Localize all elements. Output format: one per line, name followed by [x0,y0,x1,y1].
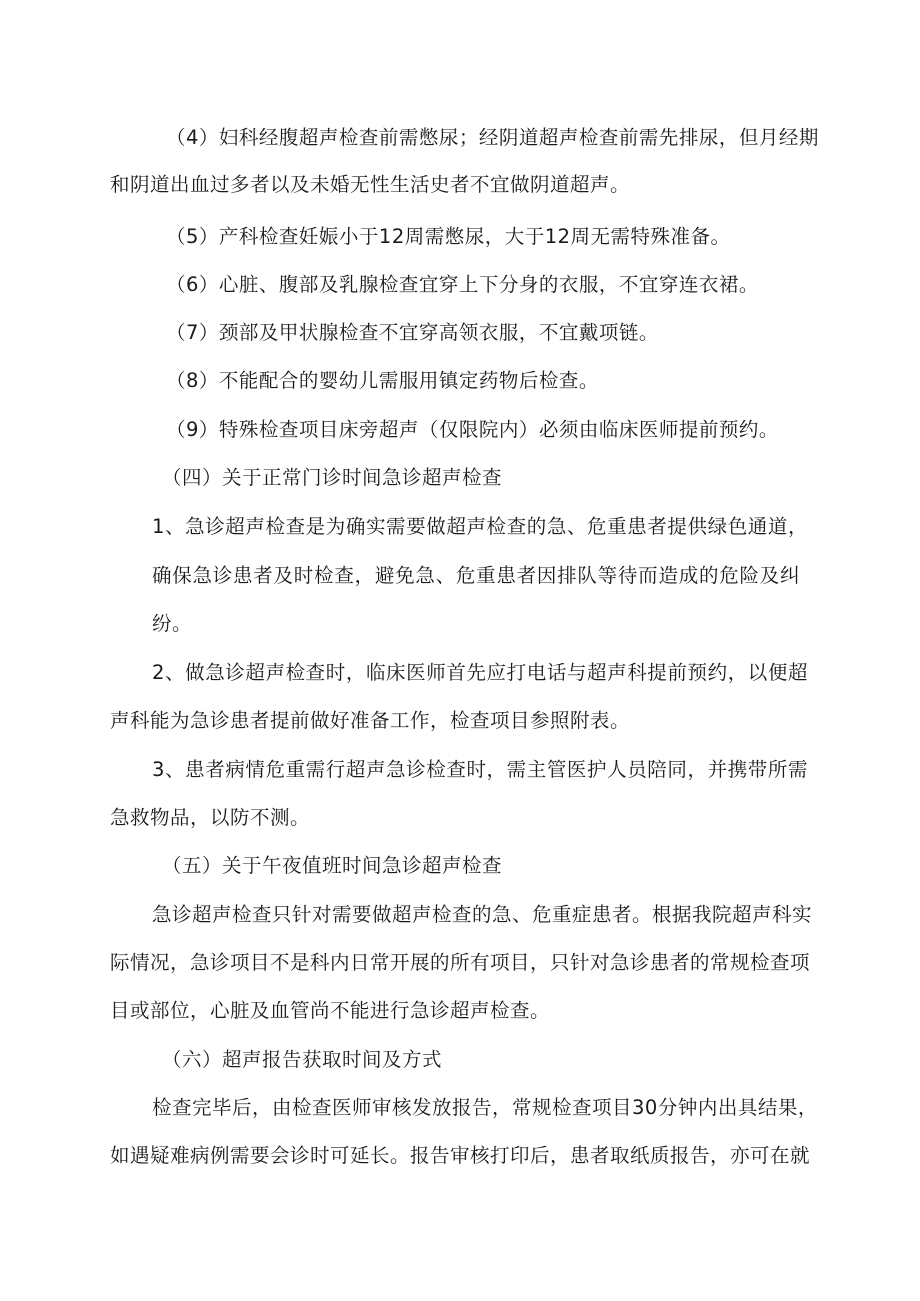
report-paragraph-line-2: 如遇疑难病例需要会诊时可延长。报告审核打印后，患者取纸质报告，亦可在就 [110,1144,811,1167]
item-2-line-1: 2、做急诊超声检查时，临床医师首先应打电话与超声科提前预约，以便超 [152,661,808,684]
night-paragraph-line-2: 际情况，急诊项目不是科内日常开展的所有项目，只针对急诊患者的常规检查项 [110,951,811,974]
item-1-line-3: 纷。 [152,612,193,635]
section-heading-6: （六）超声报告获取时间及方式 [162,1048,443,1071]
section-heading-5: （五）关于午夜值班时间急诊超声检查 [162,854,503,877]
night-paragraph-line-3: 目或部位，心脏及血管尚不能进行急诊超声检查。 [110,999,551,1022]
report-paragraph-line-1: 检查完毕后，由检查医师审核发放报告，常规检查项目30分钟内出具结果， [152,1096,818,1119]
item-2-line-2: 声科能为急诊患者提前做好准备工作，检查项目参照附表。 [110,709,631,732]
paragraph-8: （8）不能配合的婴幼儿需服用镇定药物后检查。 [166,369,599,392]
night-paragraph-line-1: 急诊超声检查只针对需要做超声检查的急、危重症患者。根据我院超声科实 [152,903,813,926]
paragraph-4-line-2: 和阴道出血过多者以及未婚无性生活史者不宜做阴道超声。 [110,173,631,196]
paragraph-7: （7）颈部及甲状腺检查不宜穿高领衣服，不宜戴项链。 [166,321,659,344]
item-3-line-1: 3、患者病情危重需行超声急诊检查时，需主管医护人员陪同，并携带所需 [152,758,808,781]
paragraph-6: （6）心脏、腹部及乳腺检查宜穿上下分身的衣服，不宜穿连衣裙。 [166,273,759,296]
item-3-line-2: 急救物品，以防不测。 [110,806,311,829]
item-1-line-2: 确保急诊患者及时检查，避免急、危重患者因排队等待而造成的危险及纠 [152,564,800,587]
section-heading-4: （四）关于正常门诊时间急诊超声检查 [162,466,503,489]
item-1-line-1: 1、急诊超声检查是为确实需要做超声检查的急、危重患者提供绿色通道， [152,515,808,538]
paragraph-4-line-1: （4）妇科经腹超声检查前需憋尿；经阴道超声检查前需先排尿，但月经期 [166,126,819,149]
paragraph-5: （5）产科检查妊娠小于12周需憋尿，大于12周无需特殊准备。 [166,225,731,248]
paragraph-9: （9）特殊检查项目床旁超声（仅限院内）必须由临床医师提前预约。 [166,418,779,441]
